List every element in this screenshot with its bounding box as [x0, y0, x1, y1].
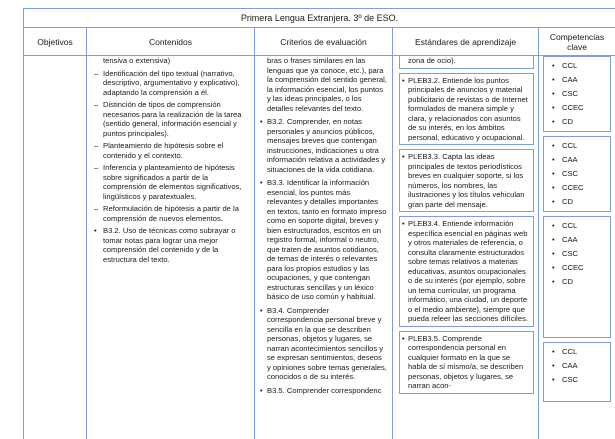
competencia-item: • CSC	[552, 87, 610, 101]
body-row	[23, 56, 615, 439]
header-row	[23, 28, 615, 56]
estandar-item: • PLEB3.3. Capta las ideas principales de textos periodísticos breves en cualquier soporte, si los números, los nombres, las ilustraciones y los títulos vehiculan gran parte del mensaje.	[399, 149, 534, 212]
criterio-item: • B3.2. Comprender, en notas personales y anuncios públicos, mensajes breves que contengan instrucciones, indicaciones u otra información relativa a actividades y situaciones de la vida cotidiana.	[261, 117, 387, 174]
competencia-item: • CCEC	[552, 181, 610, 195]
criterio-item: • B3.5. Comprender correspondenc	[261, 386, 387, 396]
competencia-item: • CCL	[552, 139, 610, 153]
header-estandares: Estándares de aprendizaje	[392, 28, 538, 56]
criterio-item: • B3.4. Comprender correspondencia personal breve y sencilla en la que se describen personas, objetos y lugares, se narran acontecimientos sencillos y se expresan sentimientos, deseos y opiniones sobre temas generales, conocidos o de su interés.	[261, 306, 387, 382]
table-title	[23, 8, 615, 28]
contenido-item: – Planteamiento de hipótesis sobre el contenido y el contexto.	[103, 141, 250, 160]
competencia-item: • CCEC	[552, 101, 610, 115]
header-objetivos: Objetivos	[23, 28, 86, 56]
header-contenidos: Contenidos	[86, 28, 254, 56]
criterio-item: bras o frases similares en las lenguas que ya conoce, etc.), para la comprensión del sentido general, la información esencial, los puntos y las ideas principales, o los detalles relevantes del texto.	[267, 56, 387, 113]
competencias-cell	[538, 56, 615, 439]
competencia-item: • CAA	[552, 153, 610, 167]
contenido-item: • B3.2. Uso de técnicas como subrayar o tomar notas para lograr una mejor comprensión del contenido y de la estructura del texto.	[103, 226, 250, 264]
estandar-item: • PLEB3.4. Entiende información específica esencial en páginas web y otros materiales de referencia, o consulta claramente estructurados sobre temas relativos a materias educativas, asuntos ocupacionales o de su interés (por ejemplo, sobre un tema curricular, un programa informático, una ciudad, un deporte o el medio ambiente), siempre que pueda releer las secciones difíciles.	[399, 216, 534, 327]
competencia-item: • CAA	[552, 233, 610, 247]
competencia-item: • CCL	[552, 219, 610, 233]
criterios-cell	[254, 56, 392, 439]
contenido-item: – Inferencia y planteamiento de hipótesis sobre significados a partir de la comprensión de elementos significativos, lingüísticos y paratextuales.	[103, 163, 250, 201]
competencias-group	[543, 216, 611, 338]
competencia-item: • CD	[552, 115, 610, 129]
estandares-cell	[392, 56, 538, 439]
contenidos-list	[87, 56, 254, 264]
contenido-item: – Distinción de tipos de comprensión necesarios para la realización de la tarea (sentido general, información esencial y puntos principales).	[103, 100, 250, 138]
estandar-item: zona de ocio).	[399, 56, 534, 69]
competencia-item: • CCEC	[552, 261, 610, 275]
table-title-text: Primera Lengua Extranjera. 3º de ESO.	[240, 13, 399, 23]
competencia-item: • CD	[552, 195, 610, 209]
estandar-item: • PLEB3.5. Comprende correspondencia personal en cualquier formato en la que se habla de sí mismo/a, se describen personas, objetos y lugares, se narran acon-	[399, 331, 534, 394]
header-criterios: Criterios de evaluación	[254, 28, 392, 56]
competencias-list	[539, 56, 615, 402]
competencia-item: • CAA	[552, 359, 610, 373]
competencia-item: • CAA	[552, 73, 610, 87]
header-competencias: Competencias clave	[538, 28, 615, 56]
competencia-item: • CSC	[552, 373, 610, 387]
competencias-group	[543, 342, 611, 402]
estandar-item: • PLEB3.2. Entiende los puntos principales de anuncios y material publicitario de revistas o de Internet formulados de manera simple y clara, y relacionados con asuntos de su interés, en los ámbitos personal, educativo y ocupacional.	[399, 73, 534, 146]
contenidos-cell	[86, 56, 254, 439]
competencia-item: • CSC	[552, 247, 610, 261]
criterio-item: • B3.3. Identificar la información esencial, los puntos más relevantes y detalles importantes en textos, tanto en formato impreso como en soporte digital, breves y bien estructurados, escritos en un registro formal, informal o neutro, que traten de asuntos cotidianos, de temas de interés o relevantes para los propios estudios y las ocupaciones, y que contengan estructuras sencillas y un léxico básico de uso común y habitual.	[261, 178, 387, 302]
contenido-item: tensiva o extensiva)	[103, 56, 171, 65]
objetivos-cell	[23, 56, 86, 439]
criterios-list	[255, 56, 392, 395]
competencias-group	[543, 56, 611, 132]
competencias-group	[543, 136, 611, 212]
competencia-item: • CCL	[552, 59, 610, 73]
competencia-item: • CD	[552, 275, 610, 289]
estandares-list	[393, 56, 538, 394]
contenido-item: – Reformulación de hipótesis a partir de la comprensión de nuevos elementos.	[103, 204, 250, 223]
competencia-item: • CSC	[552, 167, 610, 181]
contenido-item: – Identificación del tipo textual (narrativo, descriptivo, argumentativo y explicativo), adaptando la comprensión a él.	[103, 69, 250, 98]
competencia-item: • CCL	[552, 345, 610, 359]
